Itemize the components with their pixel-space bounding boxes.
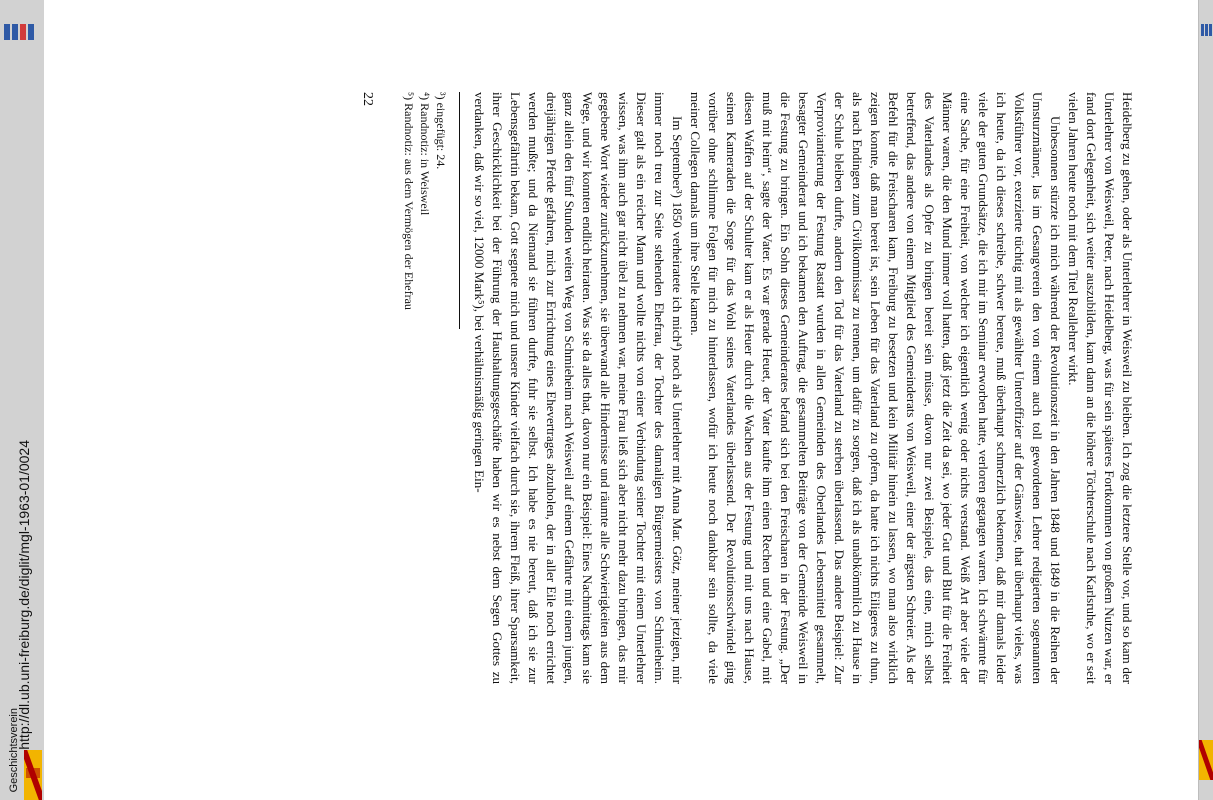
footnote-3: ⁵) Randnotiz: aus dem Vermögen der Ehefrau: [402, 92, 416, 310]
university-library-logo-icon: [0, 12, 40, 52]
coat-of-arms-icon: [24, 750, 42, 800]
page-number: 22: [360, 92, 375, 106]
bottom-left-label: Geschichtsverein: [8, 707, 20, 792]
source-url[interactable]: http://dl.ub.uni-freiburg.de/diglit/mgl-1963-01/0024: [16, 440, 32, 750]
university-library-logo-small-icon: [1199, 20, 1213, 40]
rotated-page-content: [276, 92, 1136, 684]
footnote-1: ³) eingefügt: 24.: [434, 92, 448, 170]
paragraph-2: Unbesonnen stürzte ich mich während der Revolutionszeit in den Jahren 1848 und 1849 in die Reihen der Umsturzmänner, las im Gesangverein den von einem auch toll gewordenen Lehrer redigierten sogenannten Volksführer vor, exerzierte tüchtig mit als gewählter Unteroffizier auf der Gänswiese, that überhaupt vieles, was ich heute, da ich dieses schreibe, schwer bereue, muß überhaupt schmerzlich bekennen, daß mir damals leider viele der guten Grundsätze, die ich mir im Seminar erworben hatte, verloren gegangen waren. Ich schwärmte für eine Sache, für eine Freiheit, von welcher ich eigentlich wenig oder nichts verstand. Weiß Art aber viele der Männer waren, die den Mund immer voll hatten, daß jetzt die Zeit da sei, wo jeder Gut und Blut für die Freiheit des Vaterlandes als Opfer zu bringen bereit sein müsse, davon nur zwei Beispiele, das eine, mich selbst betreffend, das andere von einem Mitglied des Gemeinderats von Weisweil, einer der ärgsten Schreier. Als der Befehl für die Freischaren kam, Freiburg zu besetzen und kein Militär hinein zu lassen, wo man also wirklich zeigen konnte, daß man bereit ist, sein Leben für das Vaterland zu opfern, da hatte ich nichts Eiligeres zu thun, als nach Endingen zum Civilkommissar zu rennen, um dafür zu sorgen, daß ich als unabkömmlich zu Hause in der Schule bleiben durfte, andern den Tod für das Vaterland zu sterben überlassend. Das andere Beispiel: Zur Verproviantierung der Festung Rastatt wurden in allen Gemeinden des Oberlandes Lebensmittel gesammelt, besagter Gemeinderat und ich bekamen den Auftrag, die gesammelten Beiträge von der Gemeinde Weisweil in die Festung zu bringen. Ein Sohn dieses Gemeinderates befand sich bei den Freischaren in der Festung. „Der muß mit heim“, sagte der Vater. Es war gerade Heuet, der Vater kaufte ihm einen Rechen und eine Gabel, mit diesen Waffen auf der Schulter kam er als Heuer durch die Wachen aus der Festung und mit uns nach Hause, seinen Kameraden die Sorge für das Wohl seines Vaterlandes überlassend. Der Revolutionsschwindel ging vorüber ohne schlimme Folgen für mich zu hinterlassen, wofür ich heute noch dankbar sein sollte, da viele meiner Collegen damals um ihre Stelle kamen.: [688, 92, 1063, 684]
left-side-panel: [0, 0, 45, 800]
right-side-panel: [1198, 0, 1213, 800]
scanned-page: [44, 0, 1199, 800]
coat-of-arms-small-icon: [1199, 740, 1213, 780]
paragraph-3: Im September³) 1850 verheiratete ich mich⁴) noch als Unterlehrer mit Anna Mar. Götz, meiner jetzigen, mir immer noch treu zur Seite stehenden Ehefrau, der Tochter des damaligen Bürgermeisters von Schmieheim. Dieser galt als ein reicher Mann und wollte nichts von einer Verbindung seiner Tochter mit einem Unterlehrer wissen, was ihm auch gar nicht übel zu nehmen war, meine Frau ließ sich aber nicht mehr dazu bringen, das mir gegebene Wort wieder zurückzunehmen, sie überwand alle Hindernisse und räumte alle Schwierigkeiten aus dem Wege, und wir konnten endlich heiraten. Was sie da alles that, davon nur ein Beispiel: Eines Nachmittags kam sie ganz allein den fünf Stunden weiten Weg von Schmieheim nach Weisweil auf einem Gefährte mit einem jungen, dreijährigen Pferde gefahren, mich zur Errichtung eines Ehevertrages abzuholen, der in aller Eile noch errichtet werden mußte; und da Niemand sie führen durfte, fuhr sie selbst. Ich habe es nie bereut, daß ich sie zur Lebensgefährtin bekam, Gott segnete mich und unsere Kinder vielfach durch sie, ihrem Fleiß, ihrer Sparsamkeit, ihrer Geschicklichkeit bei der Führung der Haushaltungsgeschäfte haben wir es nebst dem Segen Gottes zu verdanken, daß wir so viel, 12000 Mark⁵), bei verhältnismäßig geringen Ein-: [472, 92, 685, 684]
paragraph-1: Heidelberg zu gehen, oder als Unterlehrer in Weisweil zu bleiben. Ich zog die letztere Stelle vor, und so kam der Unterlehrer von Weisweil, Peter, nach Heidelberg, was für sein späteres Fortkommen von großem Nutzen war, er fand dort Gelegenheit, sich weiter auszubilden, kam dann an die höhere Töchterschule nach Karlsruhe, wo er seit vielen Jahren heute noch mit dem Titel Reallehrer wirkt.: [1066, 92, 1135, 684]
footnote-divider: [459, 92, 460, 329]
footnote-2: ⁴) Randnotiz: in Weisweil: [418, 92, 432, 216]
